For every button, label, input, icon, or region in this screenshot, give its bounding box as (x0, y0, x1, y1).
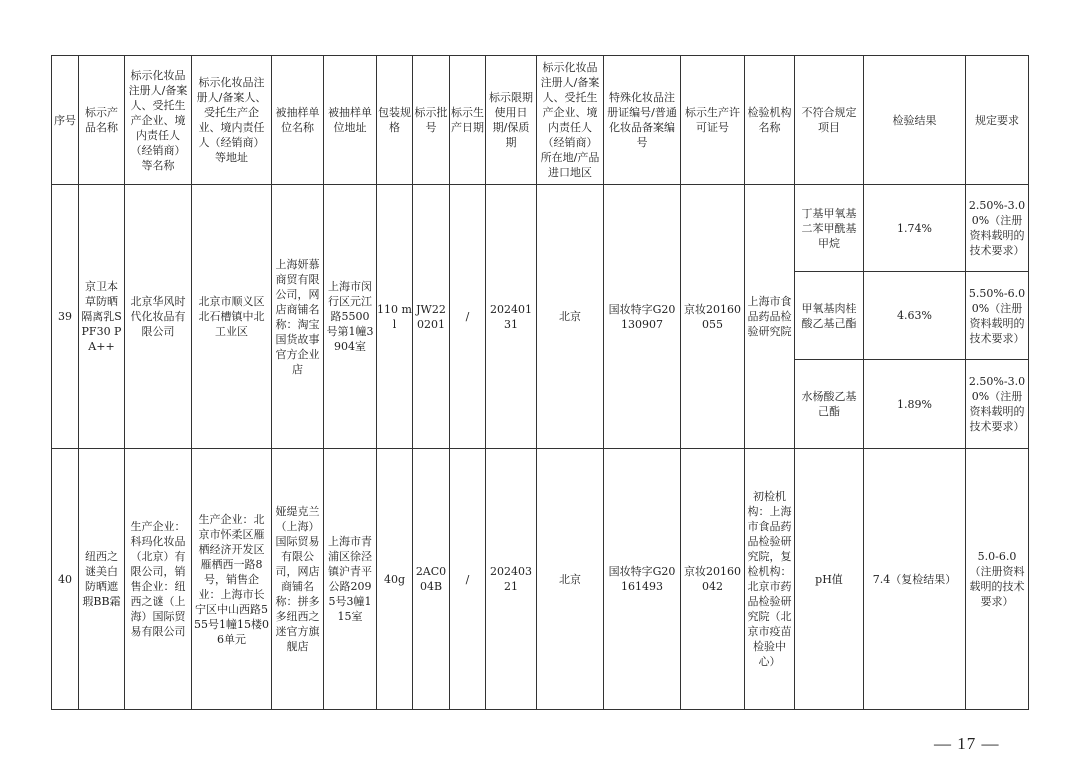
region: 北京 (537, 449, 604, 710)
region: 北京 (537, 185, 604, 449)
failed-item: pH值 (795, 449, 864, 710)
expiry-date: 20240321 (486, 449, 537, 710)
row-number: 40 (52, 449, 79, 710)
company-address: 北京市顺义区北石槽镇中北工业区 (192, 185, 272, 449)
batch-number: JW220201 (413, 185, 450, 449)
failed-item: 甲氧基肉桂酸乙基己酯 (795, 272, 864, 360)
production-date: / (450, 449, 486, 710)
production-license: 京妆20160055 (681, 185, 745, 449)
sampled-unit-name: 上海妍慕商贸有限公司，网店商铺名称：淘宝国货故事官方企业店 (272, 185, 324, 449)
header-cell: 包装规格 (377, 56, 413, 185)
production-license: 京妆20160042 (681, 449, 745, 710)
package-spec: 40g (377, 449, 413, 710)
header-cell: 被抽样单位地址 (324, 56, 377, 185)
registration-number: 国妆特字G20130907 (604, 185, 681, 449)
product-name: 京卫本草防晒隔离乳SPF30 PA++ (79, 185, 125, 449)
requirement: 5.50%-6.00%（注册资料载明的技术要求） (966, 272, 1029, 360)
header-row (52, 56, 1029, 185)
failed-item: 水杨酸乙基己酯 (795, 360, 864, 449)
company-name: 北京华风时代化妆品有限公司 (125, 185, 192, 449)
header-cell: 标示生产日期 (450, 56, 486, 185)
header-cell: 标示化妆品注册人/备案人、受托生产企业、境内责任人（经销商）所在地/产品进口地区 (537, 56, 604, 185)
test-result: 1.74% (864, 185, 966, 272)
test-result: 1.89% (864, 360, 966, 449)
test-result: 7.4（复检结果） (864, 449, 966, 710)
header-cell: 被抽样单位名称 (272, 56, 324, 185)
table-row (52, 185, 1029, 272)
testing-lab: 上海市食品药品检验研究院 (745, 185, 795, 449)
page-number: — 17 — (934, 734, 1000, 753)
header-cell: 检验结果 (864, 56, 966, 185)
requirement: 2.50%-3.00%（注册资料载明的技术要求） (966, 360, 1029, 449)
header-cell: 序号 (52, 56, 79, 185)
header-cell: 标示化妆品注册人/备案人、受托生产企业、境内责任人（经销商）等地址 (192, 56, 272, 185)
row-number: 39 (52, 185, 79, 449)
package-spec: 110 ml (377, 185, 413, 449)
header-cell: 检验机构名称 (745, 56, 795, 185)
batch-number: 2AC004B (413, 449, 450, 710)
inspection-table (51, 55, 1029, 710)
production-date: / (450, 185, 486, 449)
header-cell: 标示生产许可证号 (681, 56, 745, 185)
test-result: 4.63% (864, 272, 966, 360)
failed-item: 丁基甲氧基二苯甲酰基甲烷 (795, 185, 864, 272)
product-name: 纽西之谜美白防晒遮瑕BB霜 (79, 449, 125, 710)
requirement: 2.50%-3.00%（注册资料载明的技术要求） (966, 185, 1029, 272)
sampled-unit-address: 上海市青浦区徐泾镇沪青平公路2095号3幢115室 (324, 449, 377, 710)
table-row (52, 449, 1029, 710)
header-cell: 特殊化妆品注册证编号/普通化妆品备案编号 (604, 56, 681, 185)
testing-lab: 初检机构：上海市食品药品检验研究院，复检机构：北京市药品检验研究院（北京市疫苗检验中心） (745, 449, 795, 710)
company-address: 生产企业：北京市怀柔区雁栖经济开发区雁栖西一路8号，销售企业：上海市长宁区中山西路555号1幢15楼06单元 (192, 449, 272, 710)
sampled-unit-name: 娅缇克兰（上海）国际贸易有限公司，网店商铺名称：拼多多纽西之迷官方旗舰店 (272, 449, 324, 710)
header-cell: 标示批号 (413, 56, 450, 185)
header-cell: 规定要求 (966, 56, 1029, 185)
sampled-unit-address: 上海市闵行区元江路5500号第1幢3904室 (324, 185, 377, 449)
header-cell: 不符合规定项目 (795, 56, 864, 185)
header-cell: 标示产品名称 (79, 56, 125, 185)
requirement: 5.0-6.0（注册资料载明的技术要求） (966, 449, 1029, 710)
header-cell: 标示化妆品注册人/备案人、受托生产企业、境内责任人（经销商）等名称 (125, 56, 192, 185)
expiry-date: 20240131 (486, 185, 537, 449)
registration-number: 国妆特字G20161493 (604, 449, 681, 710)
header-cell: 标示限期使用日期/保质期 (486, 56, 537, 185)
company-name: 生产企业：科玛化妆品（北京）有限公司，销售企业：纽西之谜（上海）国际贸易有限公司 (125, 449, 192, 710)
